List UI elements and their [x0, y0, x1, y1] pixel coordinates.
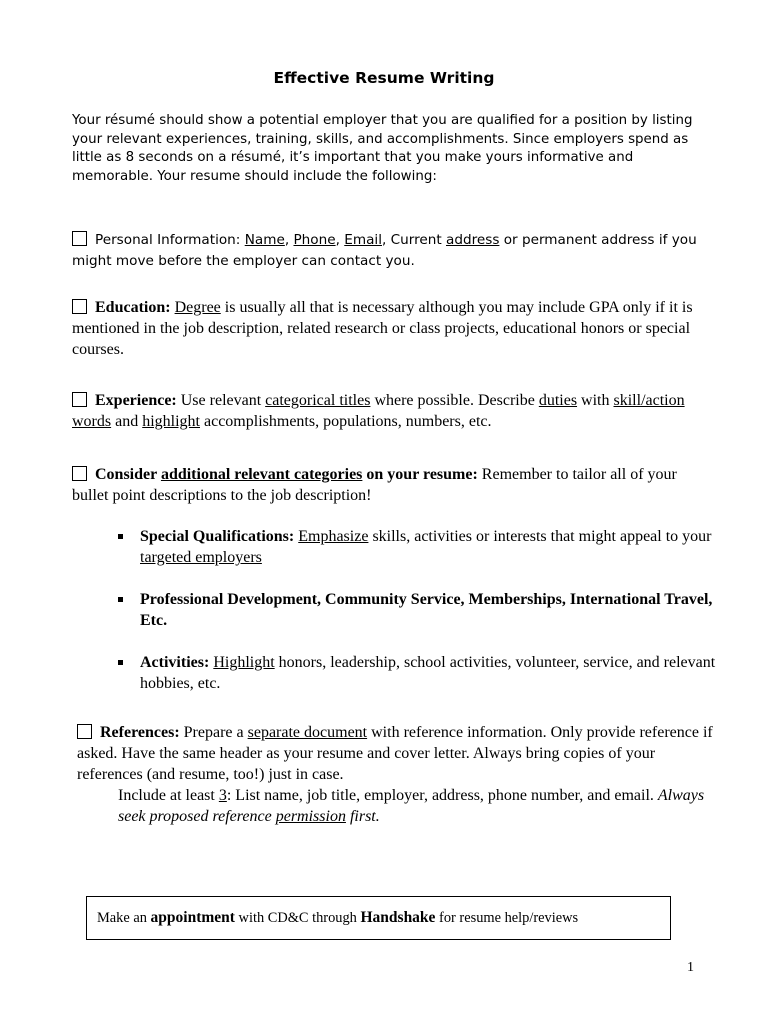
consider-heading-end: on your resume: — [362, 466, 478, 483]
activities-text: honors, leadership, school activities, volunteer, service, and relevant hobbies, etc. — [140, 654, 716, 692]
footer-handshake: Handshake — [360, 909, 436, 926]
checkbox-icon[interactable] — [72, 231, 87, 246]
bullet-icon — [118, 660, 123, 665]
include-text: Include at least — [118, 787, 219, 804]
intro-paragraph: Your résumé should show a potential employer that you are qualified for a position by listing your relevant experiences, training, skills, and accomplishments. Since employers spend as little as 8 seconds on a résumé, it’s important that you make yours informative and memorable. Your resume should include the following: — [72, 113, 693, 184]
always-text: Always seek proposed reference — [118, 787, 705, 825]
separator: , — [335, 232, 345, 248]
references-separate: separate document — [247, 724, 368, 741]
education-heading: Education: — [95, 299, 171, 316]
references-include — [118, 785, 718, 827]
bullet-text — [140, 526, 718, 568]
checkbox-icon[interactable] — [72, 466, 87, 481]
personal-heading: Personal Information: — [95, 232, 241, 248]
section-experience — [72, 390, 712, 432]
footer-appointment: appointment — [150, 909, 235, 926]
personal-current: , Current — [381, 232, 446, 248]
consider-heading: Consider — [95, 466, 161, 483]
personal-phone: Phone — [293, 232, 336, 248]
checkbox-icon[interactable] — [77, 724, 92, 739]
consider-additional: additional relevant categories — [160, 466, 363, 483]
professional-text: Professional Development, Community Service, Memberships, International Travel, Etc. — [140, 591, 713, 629]
footer-text: for resume help/reviews — [435, 910, 579, 926]
checkbox-icon[interactable] — [72, 299, 87, 314]
bullet-activities — [118, 652, 718, 694]
activities-highlight: Highlight — [213, 654, 275, 671]
references-text: Prepare a — [179, 724, 248, 741]
special-targeted: targeted employers — [140, 549, 262, 566]
special-heading: Special Qualifications: — [140, 528, 295, 545]
page-number: 1 — [687, 960, 694, 975]
personal-address: address — [446, 232, 500, 248]
bullet-text — [140, 652, 718, 694]
special-emphasize: Emphasize — [298, 528, 369, 545]
special-text: skills, activities or interests that might appeal to your — [368, 528, 712, 545]
section-personal-information — [72, 230, 712, 272]
personal-rest: or permanent address if you might move before the employer can contact you. — [72, 232, 697, 269]
section-education — [72, 297, 712, 360]
experience-text: Use relevant — [176, 392, 266, 409]
appointment-callout — [86, 896, 671, 940]
experience-text: accomplishments, populations, numbers, etc. — [200, 413, 492, 430]
consider-rest: Remember to tailor all of your bullet point descriptions to the job description! — [72, 466, 677, 504]
bullet-icon — [118, 597, 123, 602]
include-three: 3 — [218, 787, 227, 804]
footer-text: Make an — [97, 910, 151, 926]
personal-email: Email — [344, 232, 382, 248]
experience-text: where possible. Describe — [370, 392, 539, 409]
section-consider — [72, 464, 712, 506]
bullet-special-qualifications — [118, 526, 718, 568]
experience-highlight: highlight — [142, 413, 200, 430]
bullet-professional-development — [118, 589, 718, 631]
first-text: first. — [345, 808, 380, 825]
experience-duties: duties — [538, 392, 578, 409]
personal-name: Name — [244, 232, 285, 248]
references-heading: References: — [100, 724, 180, 741]
checkbox-icon[interactable] — [72, 392, 87, 407]
footer-text: with CD&C through — [234, 910, 361, 926]
separator: , — [284, 232, 294, 248]
experience-text: with — [577, 392, 614, 409]
references-text: with reference information. Only provide reference if asked. Have the same header as your resume and cover letter. Always bring copies of your references (and resume, too!) just in case. — [77, 724, 713, 783]
experience-heading: Experience: — [95, 392, 177, 409]
permission-text: permission — [275, 808, 346, 825]
section-references — [77, 722, 717, 785]
activities-heading: Activities: — [140, 654, 210, 671]
education-rest: is usually all that is necessary although you may include GPA only if it is mentioned in the job description, related research or class projects, educational honors or special courses. — [72, 299, 693, 358]
include-rest: : List name, job title, employer, address, phone number, and email. — [226, 787, 658, 804]
experience-skill: skill/action words — [72, 392, 685, 430]
experience-categorical: categorical titles — [265, 392, 371, 409]
bullet-icon — [118, 534, 123, 539]
education-degree: Degree — [174, 299, 221, 316]
document-title: Effective Resume Writing — [273, 69, 495, 87]
experience-text: and — [111, 413, 143, 430]
